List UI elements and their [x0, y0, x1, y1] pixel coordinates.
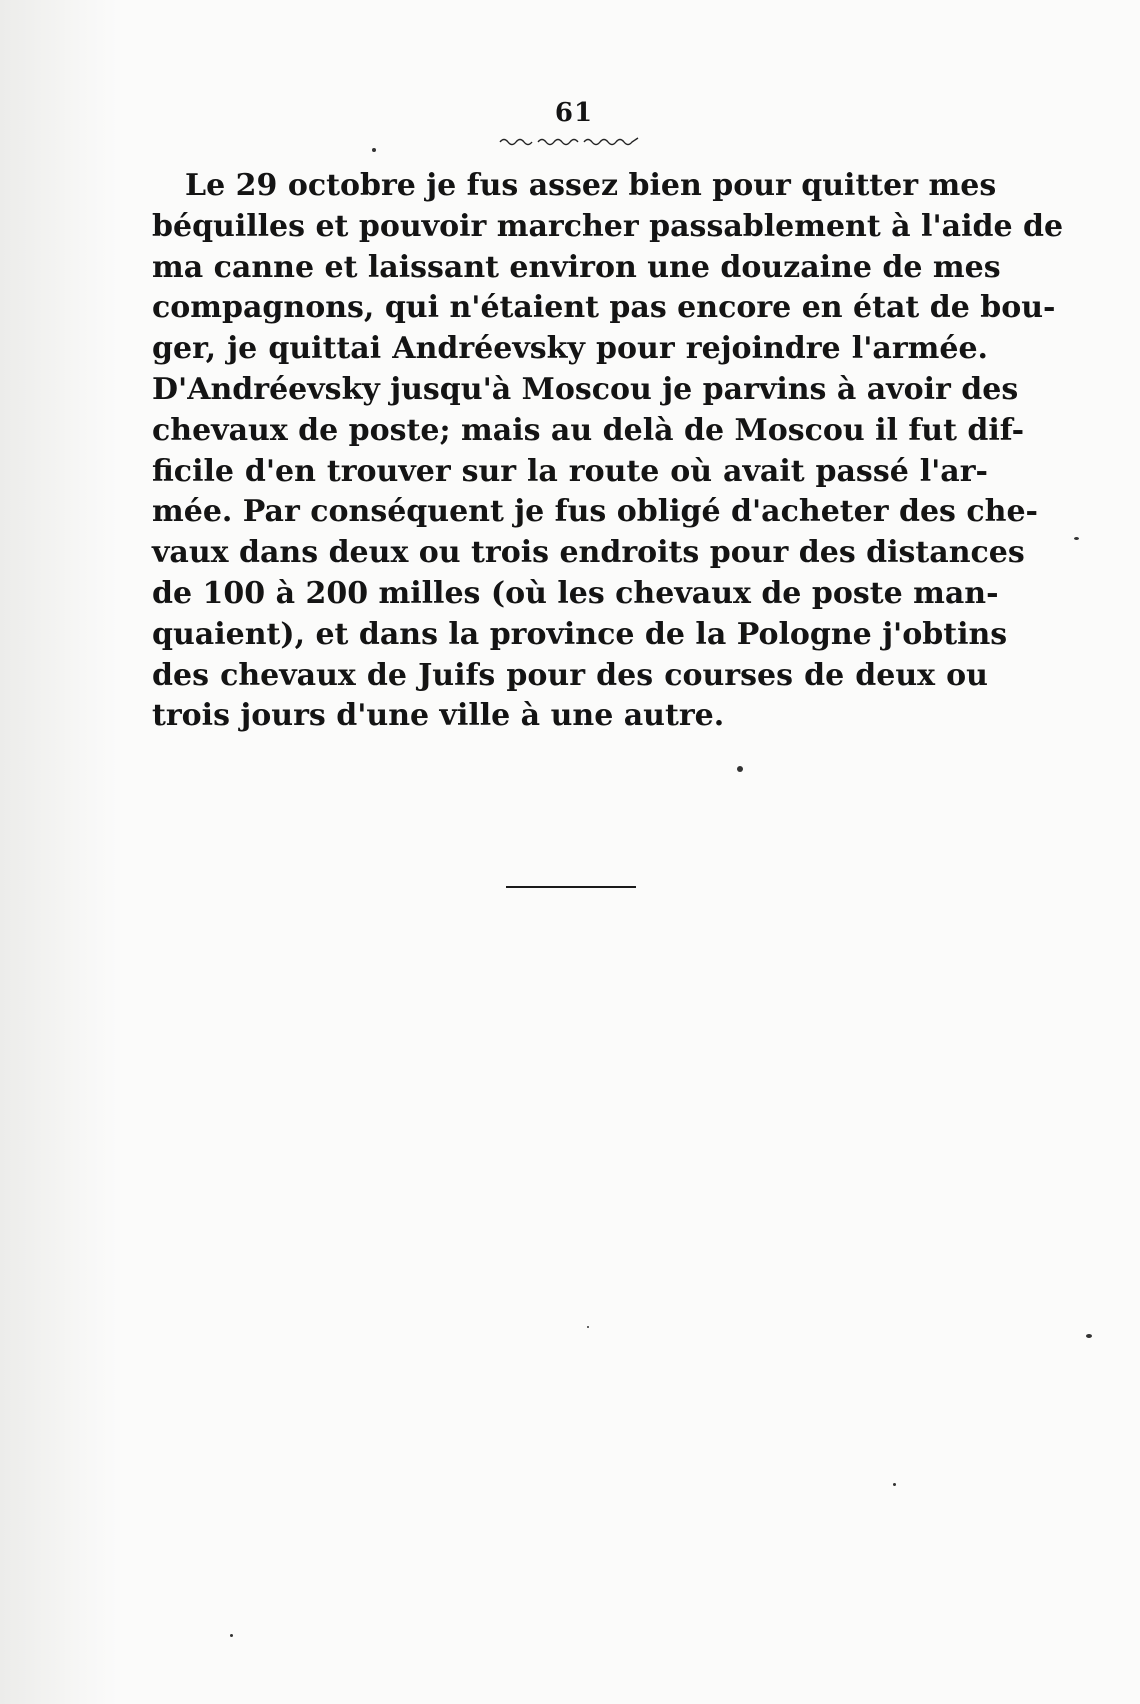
text-line: ger, je quittai Andréevsky pour rejoindre l'armée. — [152, 331, 988, 367]
scan-speck — [893, 1483, 896, 1486]
scan-speck — [587, 1326, 589, 1328]
body-paragraph — [152, 166, 1064, 737]
text-line: béquilles et pouvoir marcher passablement à l'aide de — [152, 208, 1064, 244]
text-line: compagnons, qui n'étaient pas encore en état de bou- — [152, 290, 1056, 326]
page-number: 61 — [554, 98, 594, 128]
text-line: trois jours d'une ville à une autre. — [152, 698, 725, 734]
section-end-rule — [506, 886, 636, 888]
text-line: Le 29 octobre je fus assez bien pour quitter mes — [185, 168, 997, 203]
scan-speck — [1074, 537, 1079, 540]
text-line: ma canne et laissant environ une douzaine de mes — [152, 249, 1001, 285]
text-line: des chevaux de Juifs pour des courses de deux ou — [152, 657, 988, 693]
text-line: quaient), et dans la province de la Pologne j'obtins — [152, 616, 1008, 652]
text-line: vaux dans deux ou trois endroits pour des distances — [152, 535, 1025, 571]
scan-speck — [1086, 1334, 1092, 1338]
scan-speck — [737, 766, 743, 772]
wavy-ornament-rule — [498, 134, 640, 146]
scan-speck — [372, 148, 376, 152]
text-line: mée. Par conséquent je fus obligé d'acheter des che- — [152, 494, 1038, 530]
scan-speck — [230, 1634, 233, 1637]
page-gutter-shadow — [0, 0, 118, 1704]
text-line: D'Andréevsky jusqu'à Moscou je parvins à avoir des — [152, 371, 1019, 407]
text-line: chevaux de poste; mais au delà de Moscou il fut dif- — [152, 412, 1025, 448]
text-line: de 100 à 200 milles (où les chevaux de poste man- — [152, 575, 999, 611]
text-line: ficile d'en trouver sur la route où avait passé l'ar- — [152, 453, 988, 489]
